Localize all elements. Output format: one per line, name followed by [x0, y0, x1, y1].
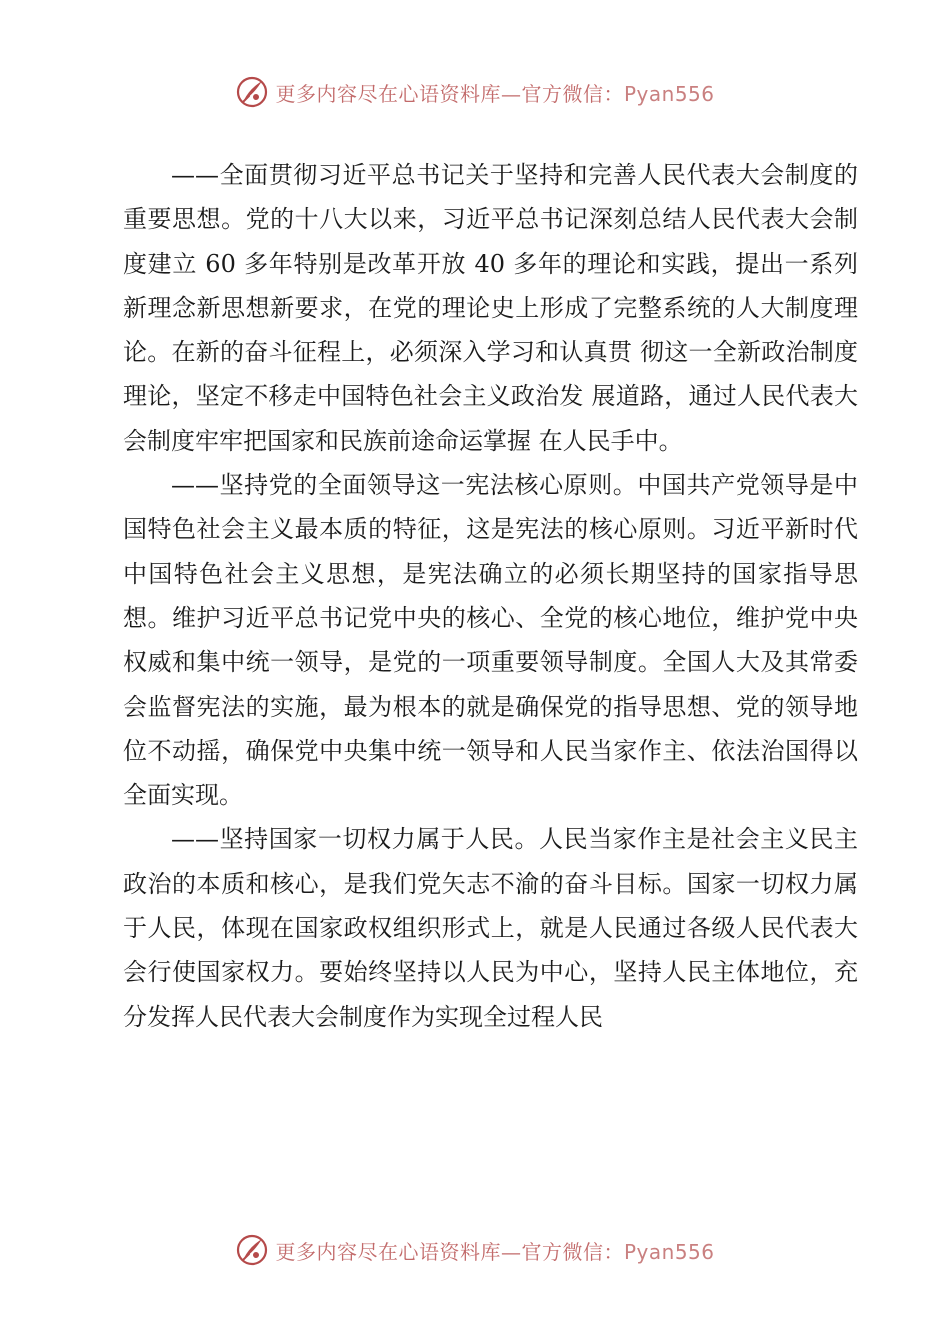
quill-seal-logo-icon — [235, 1233, 269, 1267]
footer-banner-label: 更多内容尽在心语资料库—官方微信： — [275, 1239, 624, 1264]
footer-wechat-id: Pyan556 — [623, 1239, 715, 1264]
quill-seal-logo-icon — [235, 75, 269, 109]
document-body — [123, 153, 858, 1039]
paragraph-2: ——坚持党的全面领导这一宪法核心原则。中国共产党领导是中国特色社会主义最本质的特征，这是宪法的核心原则。习近平新时代中国特色社会主义思想，是宪法确立的必须长期坚持的国家指导思想。维护习近平总书记党中央的核心、全党的核心地位，维护党中央权威和集中统一领导，是党的一项重要领导制度。全国人大及其常委会监督宪法的实施，最为根本的就是确保党的指导思想、党的领导地位不动摇，确保党中央集中统一领导和人民当家作主、依法治国得以全面实现。 — [123, 471, 858, 810]
footer-banner — [0, 1228, 950, 1272]
footer-banner-text — [275, 1236, 714, 1265]
paragraph-1: ——全面贯彻习近平总书记关于坚持和完善人民代表大会制度的重要思想。党的十八大以来，习近平总书记深刻总结人民代表大会制度建立 60 多年特别是改革开放 40 多年的理论和实践，提出一系列新理念新思想新要求，在党的理论史上形成了完整系统的人大制度理论。在新的奋斗征程上，必须深入学习和认真贯 彻这一全新政治制度理论，坚定不移走中国特色社会主义政治发 展道路，通过人民代表大会制度牢牢把国家和民族前途命运掌握 在人民手中。 — [123, 161, 858, 455]
header-wechat-id: Pyan556 — [623, 81, 715, 106]
paragraph-3: ——坚持国家一切权力属于人民。人民当家作主是社会主义民主政治的本质和核心，是我们党矢志不渝的奋斗目标。国家一切权力属于人民，体现在国家政权组织形式上，就是人民通过各级人民代表大会行使国家权力。要始终坚持以人民为中心，坚持人民主体地位，充分发挥人民代表大会制度作为实现全过程人民 — [123, 825, 858, 1031]
header-banner-text — [275, 78, 714, 107]
header-banner — [0, 70, 950, 114]
header-banner-label: 更多内容尽在心语资料库—官方微信： — [275, 81, 624, 106]
